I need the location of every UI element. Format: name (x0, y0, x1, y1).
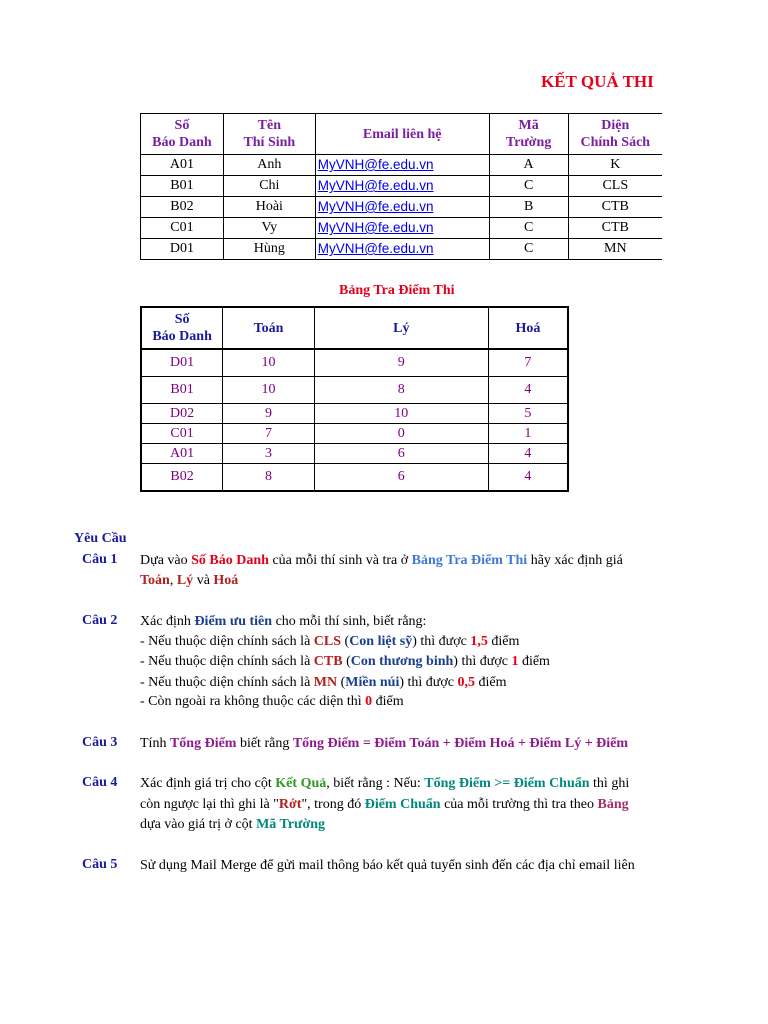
score-table-caption: Bảng Tra Điểm Thi (339, 283, 455, 298)
table-cell: 10 (314, 404, 488, 424)
q1-line-1: Dựa vào Số Báo Danh của mỗi thí sinh và tra ở Bảng Tra Điểm Thi hãy xác định giá (140, 553, 623, 568)
contact-table-header: Mã Trường (489, 114, 568, 155)
score-table (140, 306, 569, 492)
table-row (141, 424, 568, 444)
table-cell: 5 (488, 404, 568, 424)
q2-line-3: - Nếu thuộc diện chính sách là CTB (Con thương binh) thì được 1 điểm (140, 654, 550, 669)
table-cell: 4 (488, 464, 568, 492)
table-cell: A01 (141, 155, 224, 176)
score-table-header: Toán (223, 307, 315, 349)
table-cell: B01 (141, 176, 224, 197)
email-link[interactable]: MyVNH@fe.edu.vn (315, 218, 489, 239)
table-cell: 6 (314, 464, 488, 492)
contact-table-header: Số Báo Danh (141, 114, 224, 155)
table-cell: 7 (488, 349, 568, 377)
q2-line-4: - Nếu thuộc diện chính sách là MN (Miền núi) thì được 0,5 điểm (140, 675, 507, 690)
contact-table-header: Tên Thí Sinh (223, 114, 315, 155)
table-row (141, 444, 568, 464)
table-cell: C01 (141, 218, 224, 239)
table-cell: 1 (488, 424, 568, 444)
q1-label: Câu 1 (82, 552, 118, 567)
q1-line-2: Toán, Lý và Hoá (140, 573, 239, 588)
q2-line-2: - Nếu thuộc diện chính sách là CLS (Con liệt sỹ) thì được 1,5 điểm (140, 634, 520, 649)
table-cell: 9 (314, 349, 488, 377)
q4-line-3: dựa vào giá trị ở cột Mã Trường (140, 817, 325, 832)
q3-label: Câu 3 (82, 735, 118, 750)
table-cell: 3 (223, 444, 315, 464)
q5-line-1: Sử dụng Mail Merge để gửi mail thông báo kết quả tuyển sinh đến các địa chỉ email liên (140, 858, 635, 873)
table-cell: C (489, 176, 568, 197)
table-cell: 6 (314, 444, 488, 464)
table-cell: Hoài (223, 197, 315, 218)
email-link[interactable]: MyVNH@fe.edu.vn (315, 239, 489, 260)
table-cell: Hùng (223, 239, 315, 260)
table-cell: 10 (223, 349, 315, 377)
table-row (141, 218, 663, 239)
table-cell: C (489, 218, 568, 239)
q2-label: Câu 2 (82, 613, 118, 628)
table-row (141, 464, 568, 492)
table-cell: 0 (314, 424, 488, 444)
table-cell: B02 (141, 464, 223, 492)
table-cell: CTB (568, 197, 662, 218)
score-table-header: Số Báo Danh (141, 307, 223, 349)
table-cell: 4 (488, 444, 568, 464)
table-row (141, 176, 663, 197)
table-cell: 4 (488, 377, 568, 404)
table-cell: 10 (223, 377, 315, 404)
table-cell: Vy (223, 218, 315, 239)
table-cell: Chi (223, 176, 315, 197)
table-cell: 9 (223, 404, 315, 424)
table-cell: A (489, 155, 568, 176)
table-cell: A01 (141, 444, 223, 464)
table-cell: 7 (223, 424, 315, 444)
requirements-heading: Yêu Cầu (74, 531, 127, 546)
table-cell: D01 (141, 349, 223, 377)
table-cell: B (489, 197, 568, 218)
table-row (141, 377, 568, 404)
contact-table-header: Email liên hệ (315, 114, 489, 155)
q5-label: Câu 5 (82, 857, 118, 872)
q4-line-2: còn ngược lại thì ghi là "Rớt", trong đó Điểm Chuẩn của mỗi trường thì tra theo Bảng (140, 797, 629, 812)
table-row (141, 155, 663, 176)
email-link[interactable]: MyVNH@fe.edu.vn (315, 197, 489, 218)
table-cell: CLS (568, 176, 662, 197)
table-cell: Anh (223, 155, 315, 176)
table-cell: C01 (141, 424, 223, 444)
q4-label: Câu 4 (82, 775, 118, 790)
table-cell: C (489, 239, 568, 260)
contact-table (140, 113, 662, 260)
q2-line-5: - Còn ngoài ra không thuộc các diện thì 0 điểm (140, 694, 404, 709)
table-cell: 8 (223, 464, 315, 492)
q4-line-1: Xác định giá trị cho cột Kết Quả, biết rằng : Nếu: Tổng Điểm >= Điểm Chuẩn thì ghi (140, 776, 630, 791)
table-row (141, 404, 568, 424)
table-cell: D01 (141, 239, 224, 260)
table-cell: D02 (141, 404, 223, 424)
table-cell: CTB (568, 218, 662, 239)
email-link[interactable]: MyVNH@fe.edu.vn (315, 155, 489, 176)
q3-line-1: Tính Tổng Điểm biết rằng Tổng Điểm = Điểm Toán + Điểm Hoá + Điểm Lý + Điểm (140, 736, 629, 751)
table-row (141, 239, 663, 260)
score-table-header: Hoá (488, 307, 568, 349)
score-table-header: Lý (314, 307, 488, 349)
table-cell: MN (568, 239, 662, 260)
q2-line-1: Xác định Điểm ưu tiên cho mỗi thí sinh, biết rằng: (140, 614, 427, 629)
table-cell: B01 (141, 377, 223, 404)
table-row (141, 349, 568, 377)
table-cell: K (568, 155, 662, 176)
page-title: KẾT QUẢ THI (541, 72, 654, 91)
table-cell: B02 (141, 197, 224, 218)
contact-table-header: Diện Chính Sách (568, 114, 662, 155)
table-cell: 8 (314, 377, 488, 404)
table-row (141, 197, 663, 218)
email-link[interactable]: MyVNH@fe.edu.vn (315, 176, 489, 197)
